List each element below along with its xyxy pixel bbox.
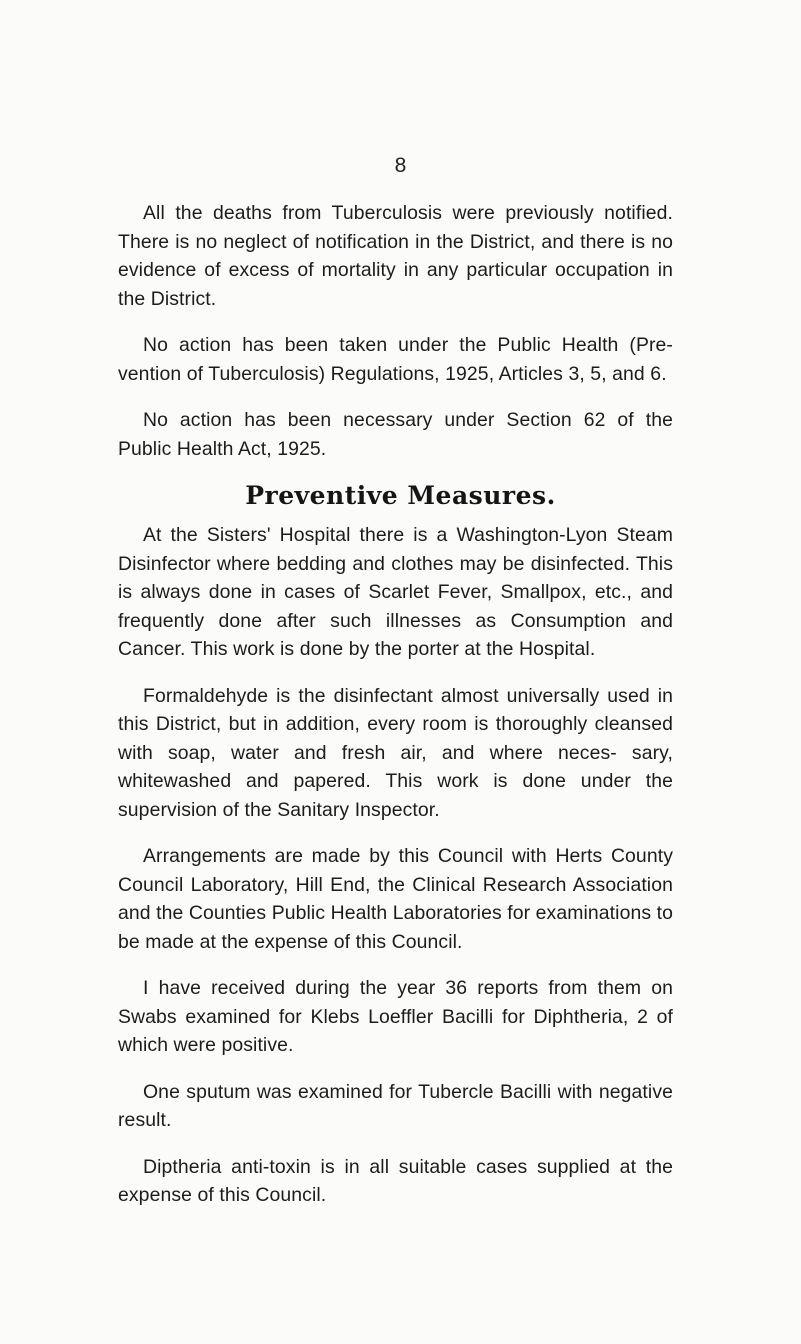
paragraph-swab-reports: I have received during the year 36 reports from them on Swabs examined for Klebs Loeffler Bacilli for Diphtheria, 2 of which were positive. xyxy=(118,977,673,1056)
tuberculosis-section xyxy=(118,199,673,481)
page-number: 8 xyxy=(394,154,407,177)
paragraph-sputum: One sputum was examined for Tubercle Bacilli with negative result. xyxy=(118,1080,673,1131)
preventive-measures-section xyxy=(118,521,673,1228)
paragraph-antitoxin: Diptheria anti-toxin is in all suitable cases supplied at the expense of this Council. xyxy=(118,1155,673,1206)
paragraph-disinfector: At the Sisters' Hospital there is a Washington-Lyon Steam Disinfector where bedding and clothes may be disinfected. This is always done in cases of Scarlet Fever, Smallpox, etc., and frequently done after such illnesses as Consumption and Cancer. This work is done by the porter at the Hospital. xyxy=(118,524,673,660)
paragraph-regulations: No action has been taken under the Public Health (Pre- vention of Tuberculosis) Regulations, 1925, Articles 3, 5, and 6. xyxy=(118,334,673,385)
section-heading-preventive-measures: Preventive Measures. xyxy=(245,481,556,510)
paragraph-section-62: No action has been necessary under Section 62 of the Public Health Act, 1925. xyxy=(118,409,673,460)
paragraph-laboratory-arrangements: Arrangements are made by this Council with Herts County Council Laboratory, Hill End, the Clinical Research Association and the Counties Public Health Laboratories for examinations to be made at the expense of this Council. xyxy=(118,845,673,953)
paragraph-notification: All the deaths from Tuberculosis were previously notified. There is no neglect of notification in the District, and there is no evidence of excess of mortality in any particular occupation in the District. xyxy=(118,202,673,310)
paragraph-formaldehyde: Formaldehyde is the disinfectant almost universally used in this District, but in addition, every room is thoroughly cleansed with soap, water and fresh air, and where neces- sary, whitewashed and papered. This work is done under the supervision of the Sanitary Inspector. xyxy=(118,684,673,821)
